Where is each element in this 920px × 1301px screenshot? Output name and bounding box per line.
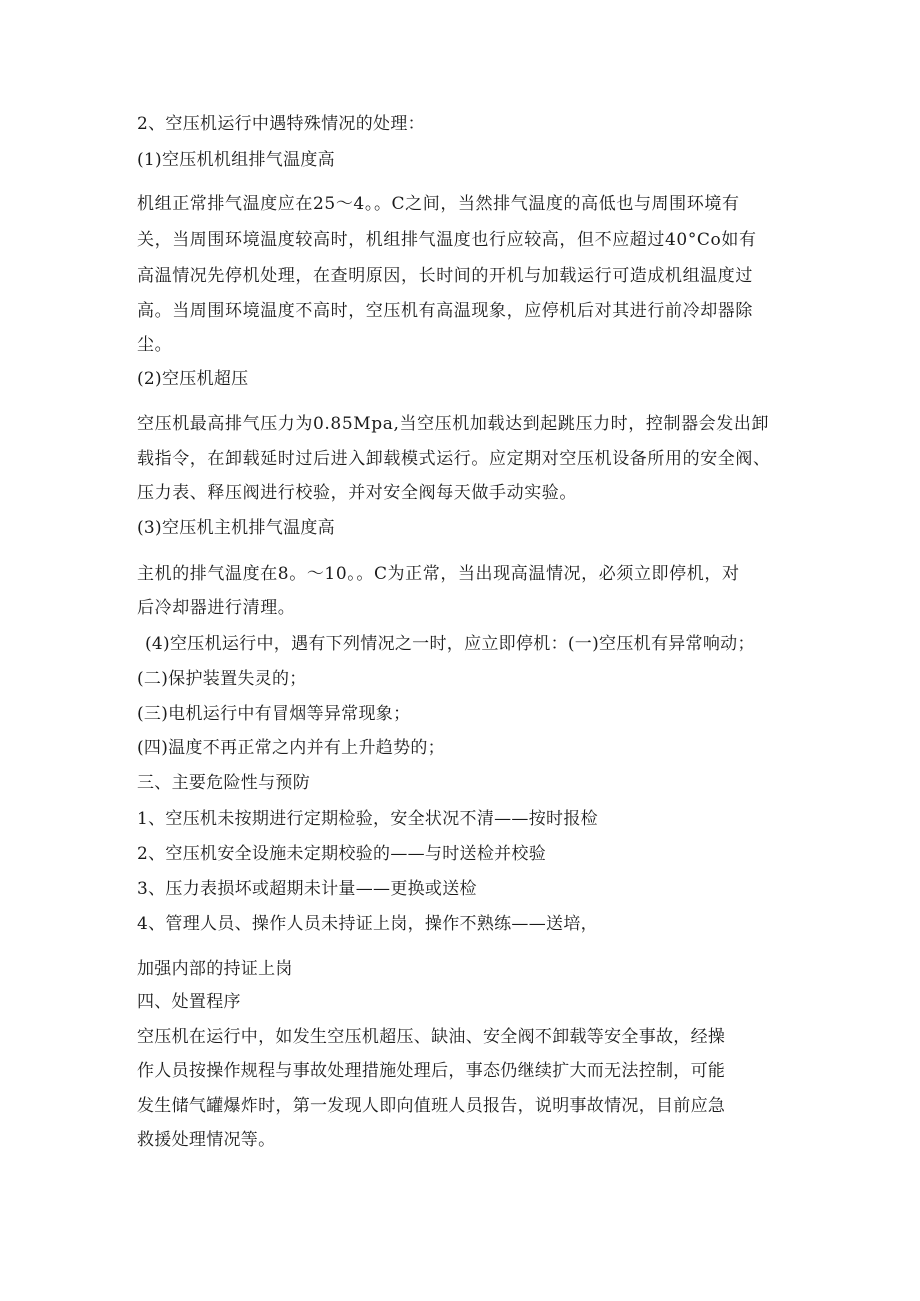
paragraph-line: 作人员按操作规程与事故处理措施处理后，事态仍继续扩大而无法控制，可能	[137, 1061, 726, 1081]
subheading-exhaust-temp-high: (1)空压机机组排气温度高	[137, 150, 335, 170]
paragraph-line: 压力表、释压阀进行校验，并对安全阀每天做手动实验。	[137, 483, 577, 503]
stop-condition-item: (二)保护装置失灵的；	[137, 669, 307, 689]
subheading-overpressure: (2)空压机超压	[137, 369, 249, 389]
paragraph-line: 空压机在运行中，如发生空压机超压、缺油、安全阀不卸载等安全事故，经操	[137, 1027, 726, 1047]
hazard-item: 1、空压机未按期进行定期检验，安全状况不清——按时报检	[137, 809, 598, 829]
section-heading-special-situations: 2、空压机运行中遇特殊情况的处理：	[137, 114, 425, 134]
paragraph-line: 空压机最高排气压力为0.85Mpa,当空压机加载达到起跳压力时，控制器会发出卸	[137, 414, 770, 434]
subheading-main-exhaust-temp: (3)空压机主机排气温度高	[137, 518, 335, 538]
paragraph-line: 救援处理情况等。	[137, 1130, 276, 1150]
hazard-item: 3、压力表损坏或超期未计量——更换或送检	[137, 879, 477, 899]
paragraph-line: 机组正常排气温度应在25～4。。C之间，当然排气温度的高低也与周围环境有	[137, 194, 740, 214]
section-heading-hazards: 三、主要危险性与预防	[137, 773, 310, 793]
paragraph-line: 后冷却器进行清理。	[137, 598, 296, 618]
paragraph-line: 高。当周围环境温度不高时，空压机有高温现象，应停机后对其进行前冷却器除	[137, 301, 753, 321]
stop-condition-item: (三)电机运行中有冒烟等异常现象；	[137, 704, 411, 724]
stop-condition-item: (四)温度不再正常之内并有上升趋势的；	[137, 738, 445, 758]
paragraph-line: 关，当周围环境温度较高时，机组排气温度也行应较高，但不应超过40°Co如有	[137, 230, 757, 250]
hazard-item: 4、管理人员、操作人员未持证上岗，操作不熟练——送培，	[137, 914, 598, 934]
paragraph-line: 高温情况先停机处理，在查明原因，长时间的开机与加载运行可造成机组温度过	[137, 266, 753, 286]
hazard-item: 2、空压机安全设施未定期校验的——与时送检并校验	[137, 844, 547, 864]
paragraph-line: 尘。	[137, 335, 173, 355]
paragraph-line: 载指令，在卸载延时过后进入卸载模式运行。应定期对空压机设备所用的安全阀、	[137, 449, 771, 469]
paragraph-line: 主机的排气温度在8。～10。。C为正常，当出现高温情况，必须立即停机，对	[137, 564, 740, 584]
paragraph-line: 发生储气罐爆炸时，第一发现人即向值班人员报告，说明事故情况，目前应急	[137, 1096, 726, 1116]
stop-conditions-intro: (4)空压机运行中，遇有下列情况之一时，应立即停机：(一)空压机有异常响动；	[145, 634, 755, 654]
section-heading-procedure: 四、处置程序	[137, 992, 241, 1012]
hazard-item-continuation: 加强内部的持证上岗	[137, 959, 293, 979]
